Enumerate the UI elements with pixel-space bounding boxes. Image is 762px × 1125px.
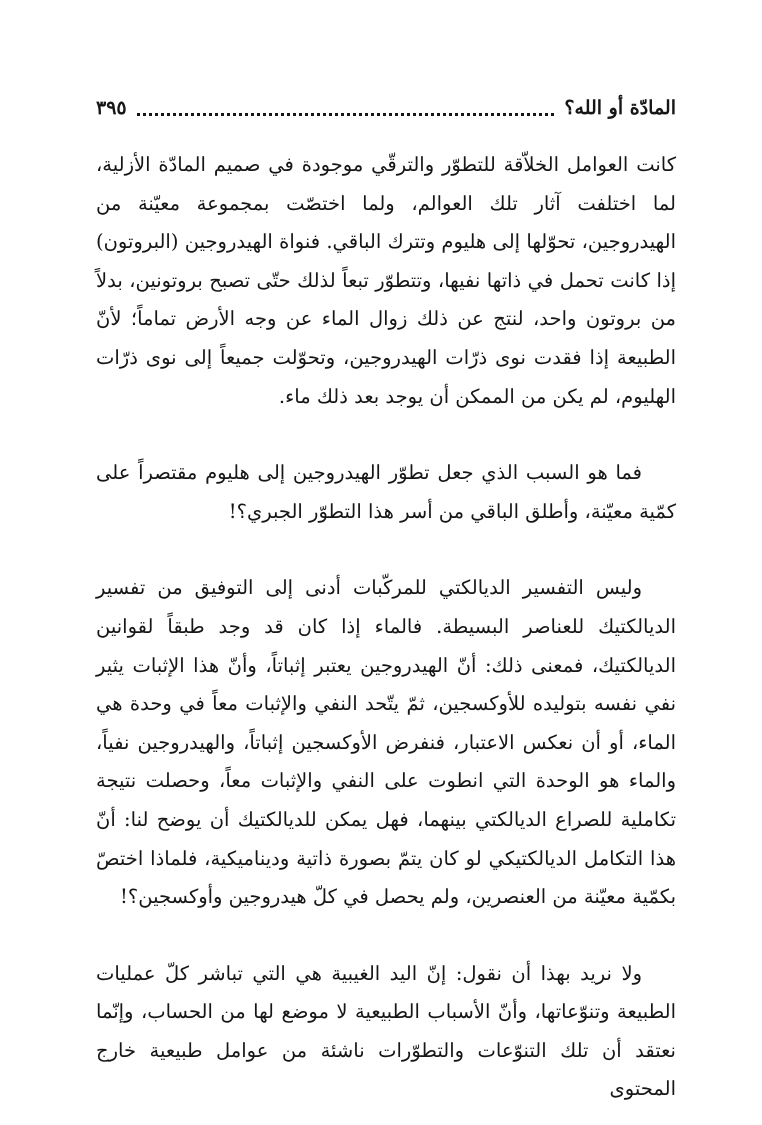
header-title: المادّة أو الله؟ bbox=[564, 97, 676, 119]
page-body bbox=[96, 146, 676, 1109]
header-dot-leader bbox=[137, 93, 555, 116]
paragraph-2: فما هو السبب الذي جعل تطوّر الهيدروجين إلى هليوم مقتصراً على كمّية معيّنة، وأطلق الباقي من أسر هذا التطوّر الجبري؟! bbox=[96, 461, 676, 523]
paragraph-3: وليس التفسير الديالكتي للمركّبات أدنى إلى التوفيق من تفسير الديالكتيك للعناصر البسيطة. فالماء إذا كان قد وجد طبقاً لقوانين الديالكتيك، فمعنى ذلك: أنّ الهيدروجين يعتبر إثباتاً، وأنّ هذا الإثبات يثير نفي نفسه بتوليده للأوكسجين، ثمّ يتّحد النفي والإثبات معاً في وحدة هي الماء، أو أن نعكس الاعتبار، فنفرض الأوكسجين إثباتاً، والهيدروجين نفياً، والماء هو الوحدة التي انطوت على النفي والإثبات معاً، وحصلت نتيجة تكاملية للصراع الديالكتي بينهما، فهل يمكن للديالكتيك أن يوضح لنا: أنّ هذا التكامل الديالكتيكي لو كان يتمّ بصورة ذاتية وديناميكية، فلماذا اختصّ بكمّية معيّنة من العنصرين، ولم يحصل في كلّ هيدروجين وأوكسجين؟! bbox=[96, 576, 676, 909]
running-header bbox=[96, 88, 676, 128]
paragraph-1: كانت العوامل الخلاّقة للتطوّر والترقّي موجودة في صميم المادّة الأزلية، لما اختلفت آثار تلك العوالم، ولما اختصّت بمجموعة معيّنة من الهيدروجين، تحوّلها إلى هليوم وتترك الباقي. فنواة الهيدروجين (البروتون) إذا كانت تحمل في ذاتها نفيها، وتتطوّر تبعاً لذلك حتّى تصبح بروتونين، بدلاً من بروتون واحد، لنتج عن ذلك زوال الماء عن وجه الأرض تماماً؛ لأنّ الطبيعة إذا فقدت نوى ذرّات الهيدروجين، وتحوّلت جميعاً إلى نوى ذرّات الهليوم، لم يكن من الممكن أن يوجد بعد ذلك ماء. bbox=[96, 153, 676, 408]
page-number: ٣٩٥ bbox=[96, 97, 127, 119]
paragraph-4: ولا نريد بهذا أن نقول: إنّ اليد الغيبية هي التي تباشر كلّ عمليات الطبيعة وتنوّعاتها، وأنّ الأسباب الطبيعية لا موضع لها من الحساب، وإنّما نعتقد أن تلك التنوّعات والتطوّرات ناشئة من عوامل طبيعية خارج المحتوى bbox=[96, 961, 676, 1101]
